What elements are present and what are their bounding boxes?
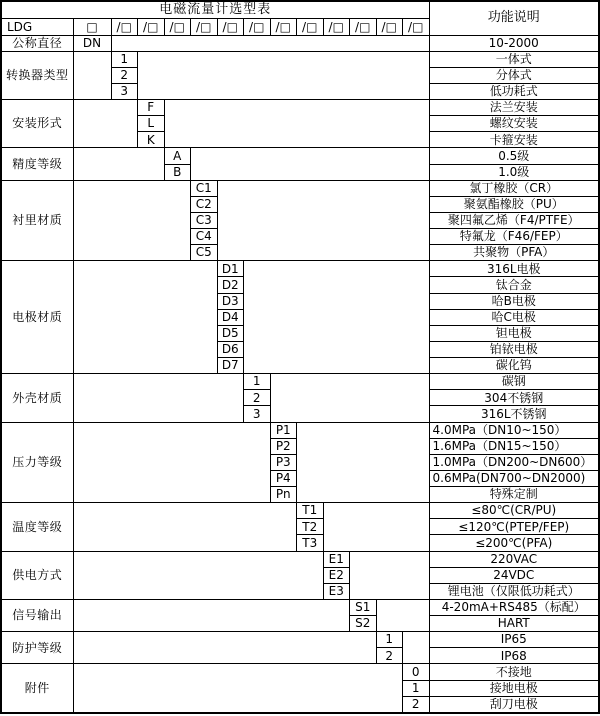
spacer-left [73, 664, 403, 713]
option-desc: 哈B电极 [429, 293, 599, 309]
spacer-left [73, 100, 138, 148]
option-desc: 1.0级 [429, 164, 599, 180]
option-desc: 共聚物（PFA） [429, 245, 599, 261]
option-desc: 接地电极 [429, 680, 599, 696]
category-label: 转换器类型 [1, 51, 73, 99]
option-desc: 哈C电极 [429, 309, 599, 325]
category-label: 防护等级 [1, 632, 73, 664]
option-desc: 特氟龙（F46/FEP） [429, 229, 599, 245]
option-desc: 氯丁橡胶（CR） [429, 180, 599, 196]
category-label: 信号输出 [1, 599, 73, 631]
option-desc: 一体式 [429, 51, 599, 67]
table-row [1, 148, 599, 164]
title-row [1, 1, 599, 19]
spacer-right [323, 503, 429, 551]
option-code: F [138, 100, 165, 116]
spacer-right [138, 51, 430, 99]
code-slot: /□ [191, 19, 218, 35]
table-row [1, 51, 599, 67]
table-row [1, 422, 599, 438]
option-desc: 钽电极 [429, 325, 599, 341]
table-row [1, 599, 599, 615]
option-desc: 分体式 [429, 67, 599, 83]
model-prefix: LDG [1, 19, 73, 35]
category-label: 安装形式 [1, 100, 73, 148]
option-code: C4 [191, 229, 218, 245]
code-slot: /□ [244, 19, 271, 35]
option-code: P2 [270, 438, 297, 454]
option-code: D3 [217, 293, 244, 309]
option-code: E1 [323, 551, 350, 567]
option-code: D1 [217, 261, 244, 277]
option-desc: 1.6MPa（DN15~150） [429, 438, 599, 454]
code-slot: /□ [403, 19, 430, 35]
table-row [1, 180, 599, 196]
option-code: P3 [270, 454, 297, 470]
option-code: 2 [111, 67, 138, 83]
spacer-right [164, 100, 429, 148]
option-code: D6 [217, 341, 244, 357]
option-code: D2 [217, 277, 244, 293]
option-desc: 锂电池（仅限低功耗式） [429, 583, 599, 599]
code-slot: /□ [323, 19, 350, 35]
option-code: 1 [111, 51, 138, 67]
option-code: S2 [350, 616, 377, 632]
code-slot: /□ [111, 19, 138, 35]
option-code: C3 [191, 212, 218, 228]
category-label: 供电方式 [1, 551, 73, 599]
table-row [1, 35, 599, 51]
category-label: 精度等级 [1, 148, 73, 180]
option-code: B [164, 164, 191, 180]
category-label: 外壳材质 [1, 374, 73, 422]
option-code: 2 [403, 696, 430, 713]
option-desc: 10-2000 [429, 35, 599, 51]
option-desc: 低功耗式 [429, 83, 599, 99]
option-code: C5 [191, 245, 218, 261]
spacer-right [244, 261, 430, 374]
option-desc: 316L电极 [429, 261, 599, 277]
option-desc: 316L不锈钢 [429, 406, 599, 422]
spacer-right [191, 148, 430, 180]
option-desc: 1.0MPa（DN200~DN600） [429, 454, 599, 470]
table-row [1, 632, 599, 648]
option-code: C1 [191, 180, 218, 196]
option-code: T1 [297, 503, 324, 519]
option-code: K [138, 132, 165, 148]
code-slot: /□ [164, 19, 191, 35]
option-desc: ≤200℃(PFA) [429, 535, 599, 551]
option-code: Pn [270, 487, 297, 503]
spacer-left [73, 599, 350, 631]
option-desc: 304不锈钢 [429, 390, 599, 406]
option-desc: 钛合金 [429, 277, 599, 293]
spacer-right [270, 374, 429, 422]
option-desc: IP68 [429, 648, 599, 664]
table-row [1, 551, 599, 567]
option-desc: HART [429, 616, 599, 632]
option-code: D4 [217, 309, 244, 325]
option-code: E2 [323, 567, 350, 583]
spacer-right [217, 180, 429, 261]
option-desc: 4.0MPa（DN10~150） [429, 422, 599, 438]
spacer-right [376, 599, 429, 631]
spacer-right [111, 35, 429, 51]
option-code: E3 [323, 583, 350, 599]
option-code: D5 [217, 325, 244, 341]
option-desc: IP65 [429, 632, 599, 648]
option-desc: 刮刀电极 [429, 696, 599, 713]
option-desc: 0.6MPa(DN700~DN2000) [429, 470, 599, 486]
category-label: 公称直径 [1, 35, 73, 51]
code-slot: /□ [217, 19, 244, 35]
option-desc: 0.5级 [429, 148, 599, 164]
option-desc: 碳化钨 [429, 358, 599, 374]
spacer-left [73, 632, 376, 664]
option-code: T2 [297, 519, 324, 535]
category-label: 温度等级 [1, 503, 73, 551]
spacer-left [73, 374, 244, 422]
code-slot: /□ [376, 19, 403, 35]
option-code: 2 [376, 648, 403, 664]
option-desc: 4-20mA+RS485（标配） [429, 599, 599, 615]
spacer-left [73, 180, 191, 261]
option-code: T3 [297, 535, 324, 551]
option-desc: 220VAC [429, 551, 599, 567]
code-box: □ [73, 19, 111, 35]
spacer-left [73, 51, 111, 99]
table-row [1, 374, 599, 390]
option-code: 3 [111, 83, 138, 99]
table-row [1, 261, 599, 277]
option-code: 1 [376, 632, 403, 648]
function-header-label: 功能说明 [429, 1, 599, 35]
option-code: S1 [350, 599, 377, 615]
option-code: D7 [217, 358, 244, 374]
spacer-left [73, 422, 270, 503]
option-code: L [138, 116, 165, 132]
option-code: P4 [270, 470, 297, 486]
option-code: 0 [403, 664, 430, 680]
category-label: 衬里材质 [1, 180, 73, 261]
spacer-right [297, 422, 430, 503]
option-code: P1 [270, 422, 297, 438]
option-desc: 碳钢 [429, 374, 599, 390]
spacer-right [403, 632, 430, 664]
code-slot: /□ [297, 19, 324, 35]
table-row [1, 100, 599, 116]
option-code: C2 [191, 196, 218, 212]
option-code: 2 [244, 390, 271, 406]
category-label: 电极材质 [1, 261, 73, 374]
table-title: 电磁流量计选型表 [1, 1, 429, 19]
option-code: DN [73, 35, 111, 51]
option-code: 3 [244, 406, 271, 422]
spacer-left [73, 551, 323, 599]
option-desc: 螺纹安装 [429, 116, 599, 132]
option-code: 1 [403, 680, 430, 696]
table-row [1, 664, 599, 680]
option-desc: 法兰安装 [429, 100, 599, 116]
category-label: 压力等级 [1, 422, 73, 503]
option-desc: 卡箍安装 [429, 132, 599, 148]
option-desc: ≤120℃(PTEP/FEP) [429, 519, 599, 535]
option-code: 1 [244, 374, 271, 390]
code-slot: /□ [270, 19, 297, 35]
option-desc: 聚氨酯橡胶（PU） [429, 196, 599, 212]
option-desc: 特殊定制 [429, 487, 599, 503]
option-code: A [164, 148, 191, 164]
option-desc: 聚四氟乙烯（F4/PTFE） [429, 212, 599, 228]
option-desc: 24VDC [429, 567, 599, 583]
spacer-right [350, 551, 430, 599]
spacer-left [73, 148, 164, 180]
spacer-left [73, 261, 217, 374]
option-desc: 不接地 [429, 664, 599, 680]
spacer-left [73, 503, 297, 551]
category-label: 附件 [1, 664, 73, 713]
option-desc: ≤80℃(CR/PU) [429, 503, 599, 519]
code-slot: /□ [138, 19, 165, 35]
table-row [1, 503, 599, 519]
code-slot: /□ [350, 19, 377, 35]
option-desc: 铂铱电极 [429, 341, 599, 357]
